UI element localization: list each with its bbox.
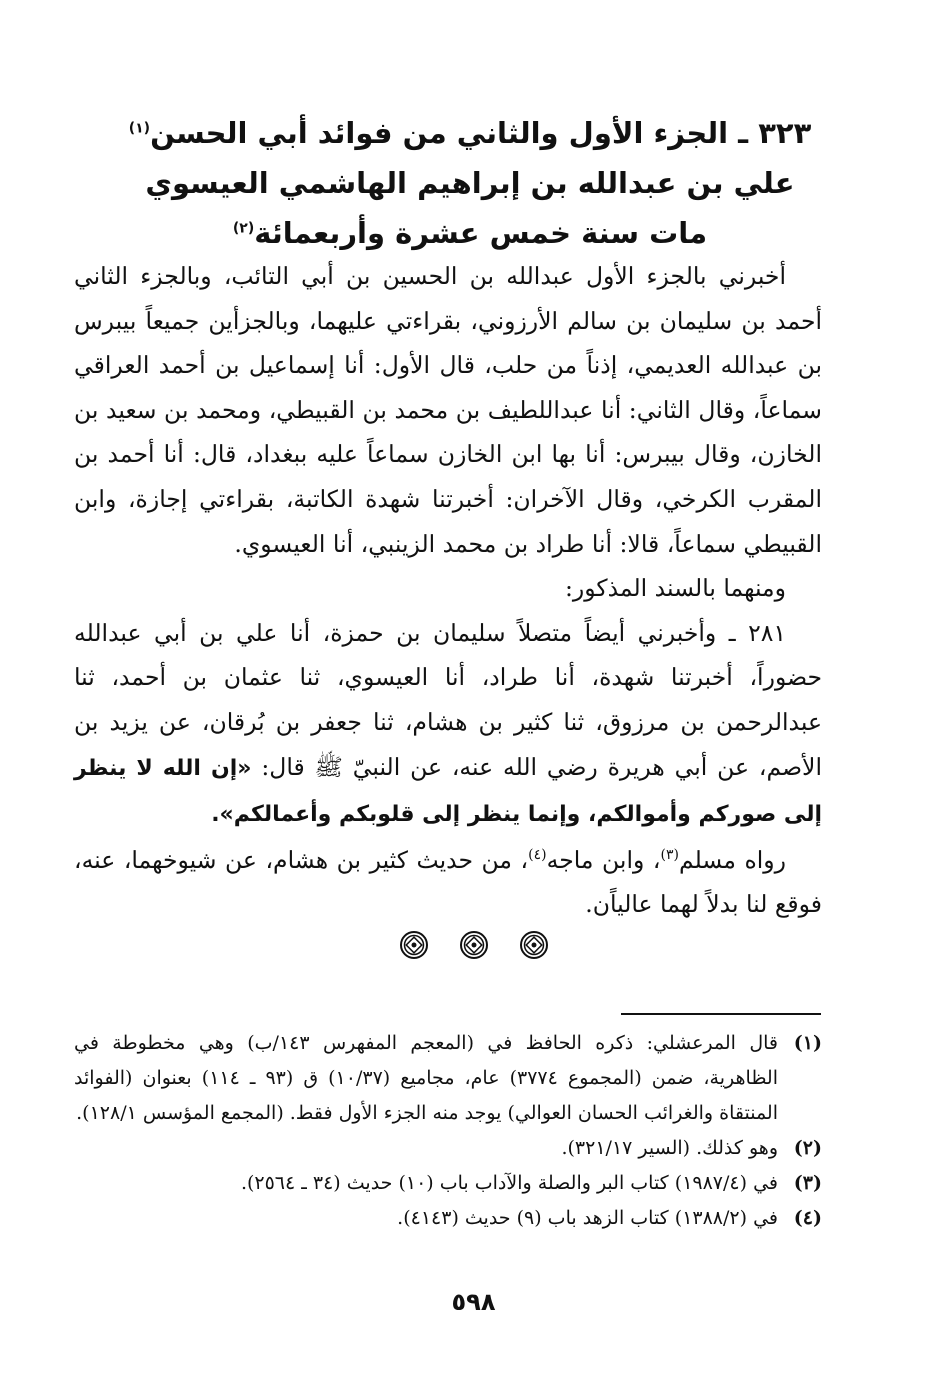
heading-line-3: مات سنة خمس عشرة وأربعمائة$^{(٢)}$ (232, 216, 708, 250)
transition-paragraph: ومنهما بالسند المذكور: (564, 574, 786, 603)
page-number: ٥٩٨ (451, 1288, 496, 1316)
section-ornaments (0, 930, 947, 960)
footnote-2 (74, 1131, 822, 1166)
ornament-icon (519, 930, 549, 960)
isnad-paragraph: أخبرني بالجزء الأول عبدالله بن الحسين بن أبي التائب، وبالجزء الثاني أحمد بن سليمان بن سالم الأرزوني، بقراءتي عليهما، وبالجزأين جميعاً بيبرس بن عبدالله العديمي، إذناً من حلب، قال الأول: أنا إسماعيل بن أحمد العراقي سماعاً، وقال الثاني: أنا عبداللطيف بن محمد بن القبيطي، ومحمد بن سعيد بن الخازن، وقال بيبرس: أنا بها ابن الخازن سماعاً عليه ببغداد، قال: أنا أحمد بن المقرب الكرخي، وقال الآخران: أخبرتنا شهدة الكاتبة، بقراءتي إجازة، وابن القبيطي سماعاً، قالا: أنا طراد بن محمد الزينبي، أنا العيسوي. (74, 262, 822, 558)
footnote-number: (٤) (793, 1207, 822, 1229)
footnote-1 (74, 1026, 822, 1131)
takhrij-paragraph: رواه مسلم$^{(٣)}$، وابن ماجه$^{(٤)}$، من حديث كثير بن هشام، عن شيوخهما، عنه، فوقع لنا بدلاً لهما عالياًن. (74, 845, 822, 919)
footnote-separator (621, 1013, 821, 1015)
ornament-icon (399, 930, 429, 960)
footnote-3 (74, 1166, 822, 1201)
heading-line-1: ٣٢٣ ـ الجزء الأول والثاني من فوائد أبي الحسن$^{(١)}$ (128, 116, 812, 150)
hadith-paragraph (74, 611, 822, 838)
footnote-text: في (١٣٨٨/٢) كتاب الزهد باب (٩) حديث (٤١٤٣). (397, 1207, 778, 1229)
footnotes (74, 1026, 822, 1236)
footnote-ref-3: (٣) (660, 846, 679, 863)
main-text (74, 254, 822, 927)
footnote-ref-1: (١) (128, 120, 151, 137)
ornament-icon (459, 930, 489, 960)
chapter-heading (70, 108, 870, 258)
footnote-number: (١) (793, 1032, 822, 1054)
heading-line-2: علي بن عبدالله بن إبراهيم الهاشمي العيسوي (145, 166, 795, 200)
footnote-text: قال المرعشلي: ذكره الحافظ في (المعجم المفهرس ١٤٣/ب) وهي مخطوطة في الظاهرية، ضمن (المجموع ٣٧٧٤) عام، مجاميع (١٠/٣٧) ق (٩٣ ـ ١١٤) بعنوان (الفوائد المنتقاة والغرائب الحسان العوالي) يوجد منه الجزء الأول فقط. (المجمع المؤسس ١٢٨/١). (74, 1032, 779, 1124)
footnote-number: (٣) (793, 1172, 822, 1194)
footnote-ref-4: (٤) (528, 846, 547, 863)
footnote-ref-2: (٢) (232, 220, 255, 237)
footnote-text: وهو كذلك. (السير ٣٢١/١٧). (561, 1137, 778, 1159)
footnote-4 (74, 1201, 822, 1236)
footnote-text: في (١٩٨٧/٤) كتاب البر والصلة والآداب باب (١٠) حديث (٣٤ ـ ٢٥٦٤). (240, 1172, 778, 1194)
hadith-chain: ٢٨١ ـ وأخبرني أيضاً متصلاً سليمان بن حمزة، أنا علي بن أبي عبدالله حضوراً، أخبرتنا شهدة، أنا طراد، أنا العيسوي، ثنا عثمان بن أحمد، ثنا عبدالرحمن بن مرزوق، ثنا كثير بن هشام، ثنا جعفر بن بُرقان، عن يزيد بن الأصم، عن أبي هريرة رضي الله عنه، عن النبيّ ﷺ قال: (74, 618, 823, 781)
hadith-text: «إن الله لا ينظر إلى صوركم وأموالكم، وإنما ينظر إلى قلوبكم وأعمالكم». (74, 755, 822, 828)
footnote-number: (٢) (793, 1137, 822, 1159)
